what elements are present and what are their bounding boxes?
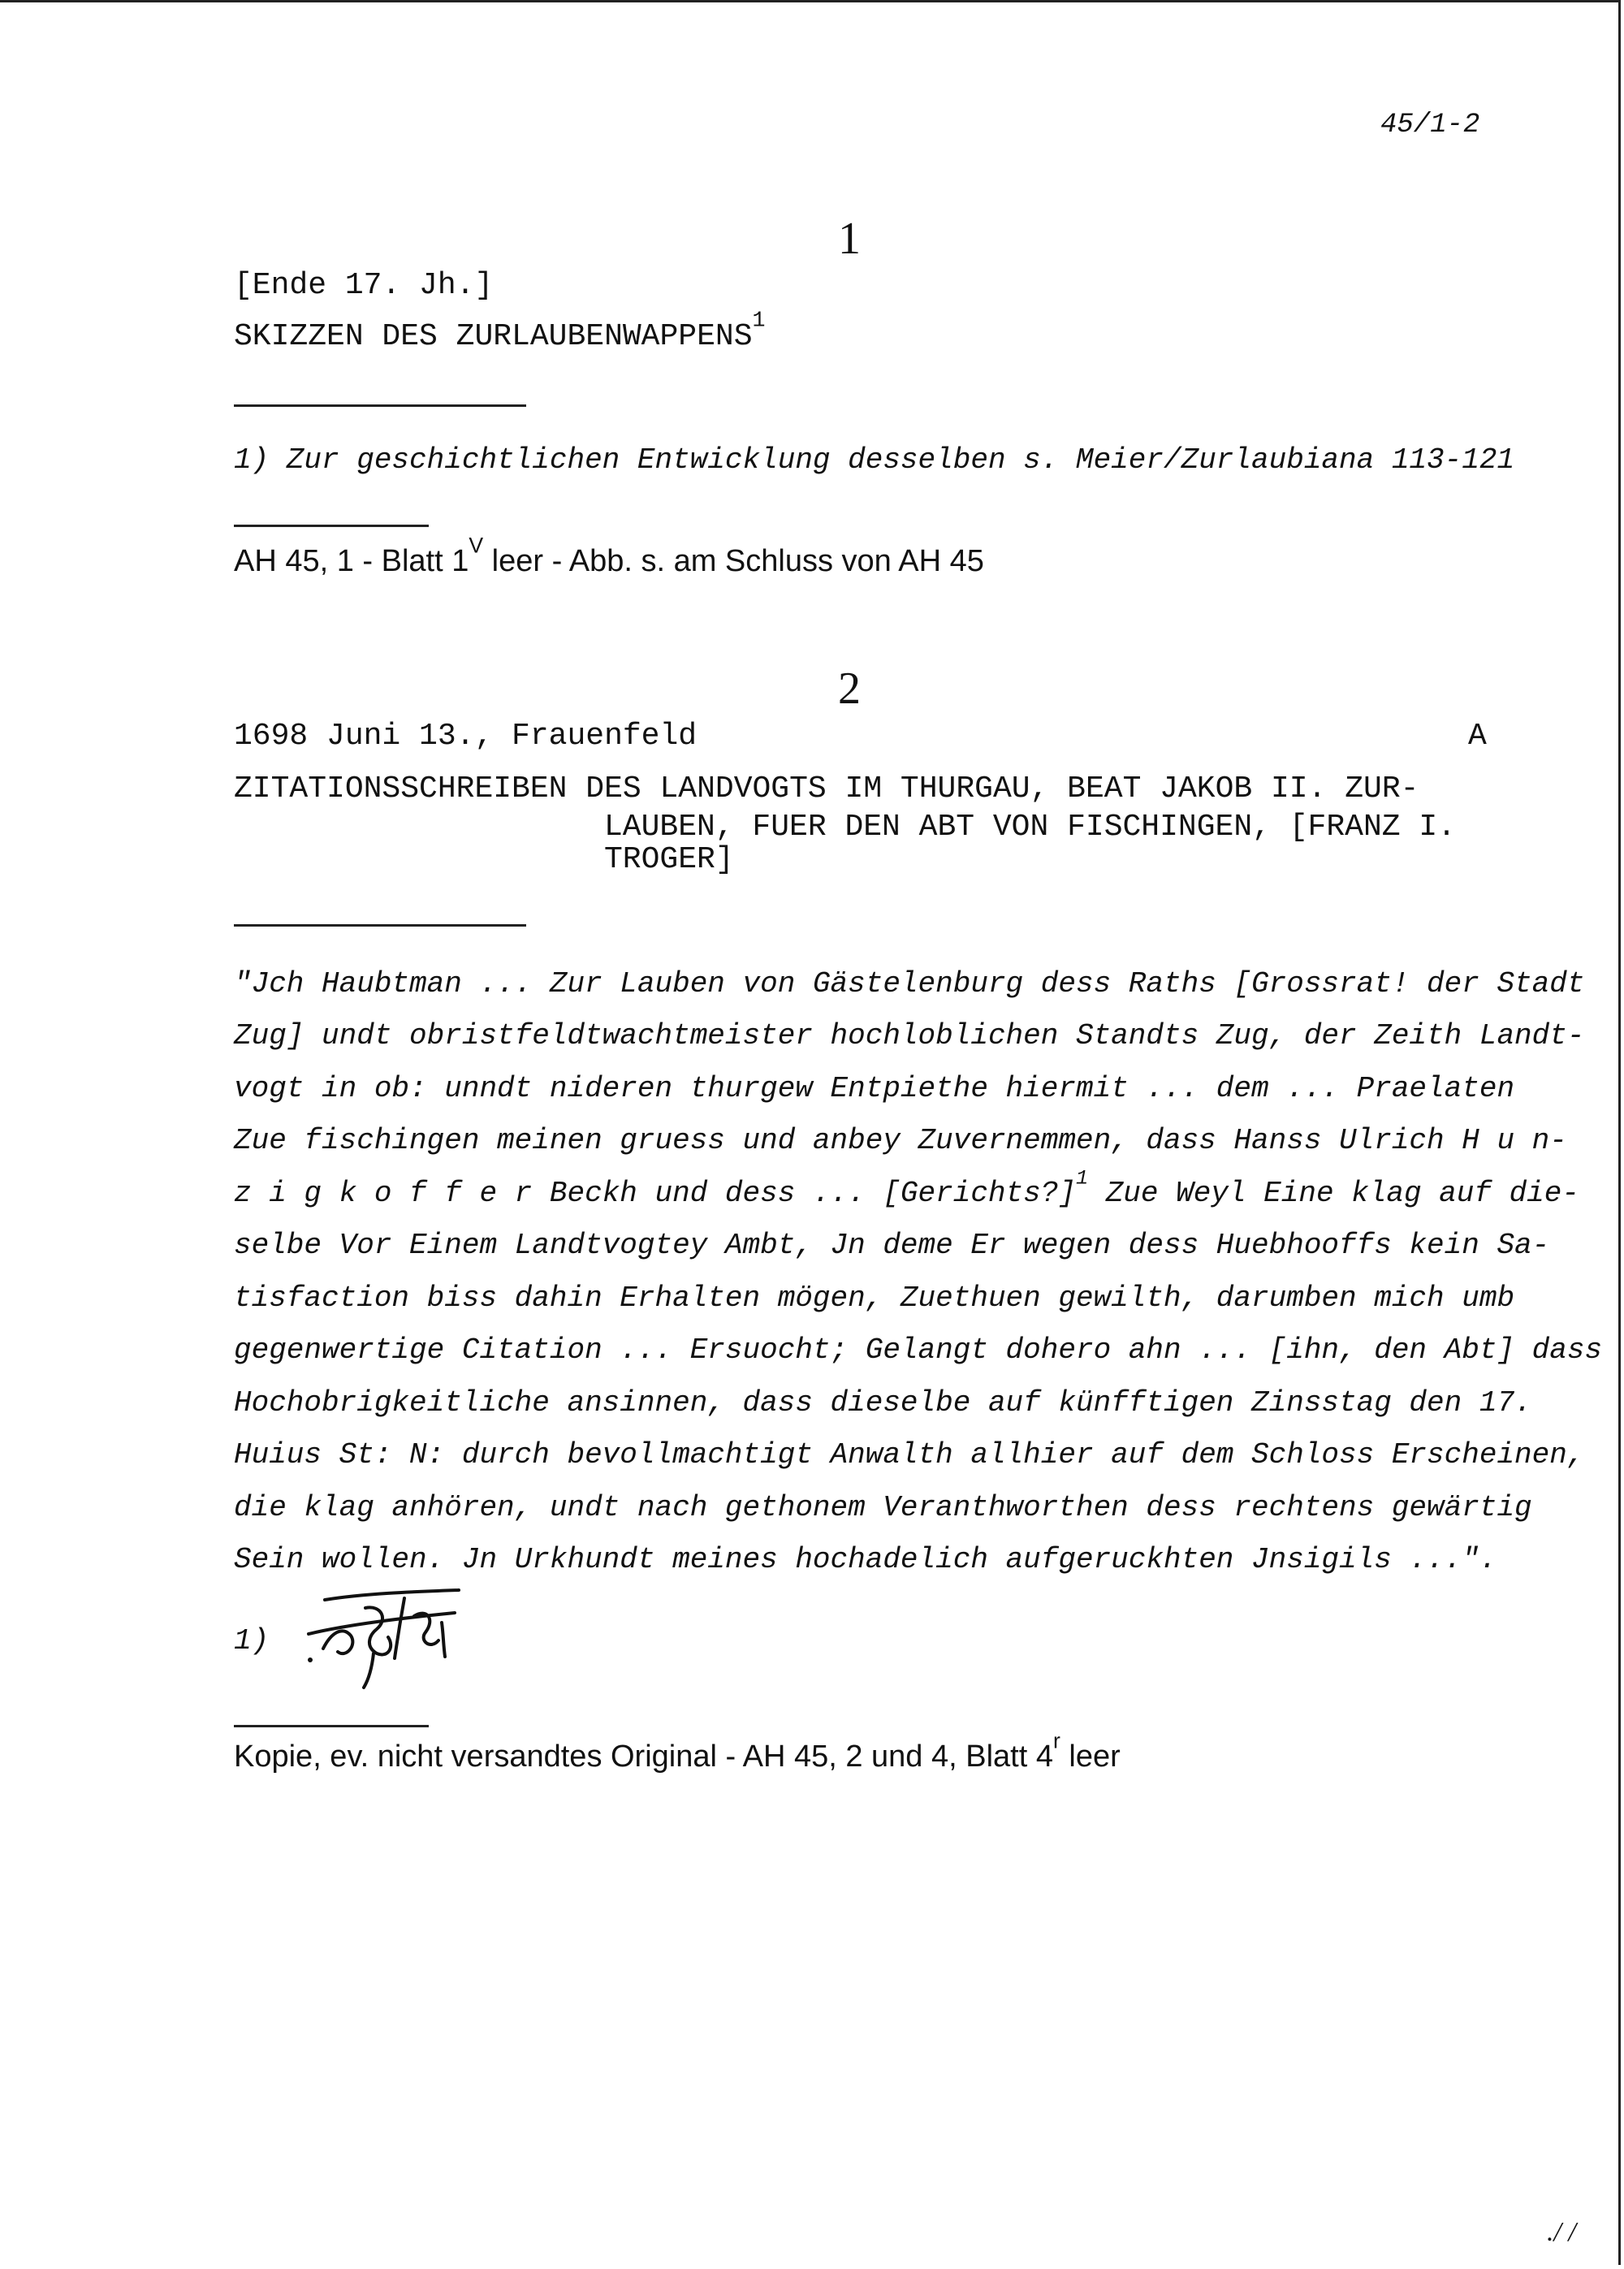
quote-note-ref: 1 xyxy=(1075,1166,1089,1191)
entry-1-source: AH 45, 1 - Blatt $1^V$ leer - Abb. s. am Schluss von AH 45 xyxy=(234,533,984,578)
quote-line: gegenwertige Citation ... Ersuocht; Gelangt dohero ahn ... [ihn, den Abt] dass xyxy=(234,1333,1603,1367)
footnote-rule-1 xyxy=(234,404,526,407)
entry-2-date-place: 1698 Juni 13., Frauenfeld xyxy=(234,719,698,754)
quote-footnote-label: 1) xyxy=(234,1624,270,1657)
entry-2-source: Kopie, ev. nicht versandtes Original - AH 45, 2 und 4, Blatt 4$^r$ leer xyxy=(234,1728,1121,1774)
entry-1-number: 1 xyxy=(838,214,861,264)
entry-1-date: [Ende 17. Jh.] xyxy=(234,268,494,303)
page-reference: 45/1-2 xyxy=(1380,110,1480,140)
corner-mark: ./ / xyxy=(1547,2217,1576,2247)
quote-line: Hochobrigkeitliche ansinnen, dass dieselbe auf künfftigen Zinsstag den 17. xyxy=(234,1386,1532,1420)
quote-line: selbe Vor Einem Landtvogtey Ambt, Jn deme Er wegen dess Huebhooffs kein Sa- xyxy=(234,1229,1550,1262)
entry-2-number: 2 xyxy=(838,663,861,714)
quote-line: z i g k o f f e r Beckh und dess ... [Gerichts?]$^1$ Zue Weyl Eine klag auf die- xyxy=(234,1166,1579,1210)
entry-2-title-line-1: ZITATIONSSCHREIBEN DES LANDVOGTS IM THURGAU, BEAT JAKOB II. ZUR- xyxy=(234,771,1419,806)
quote-rule xyxy=(234,924,526,927)
quote-line: Zue fischingen meinen gruess und anbey Zuvernemmen, dass Hanss Ulrich H u n- xyxy=(234,1124,1567,1157)
quote-line: Zug] undt obristfeldtwachtmeister hochloblichen Standts Zug, der Zeith Landt- xyxy=(234,1019,1585,1052)
entry-1-footnote: 1) Zur geschichtlichen Entwicklung desselben s. Meier/Zurlaubiana 113-121 xyxy=(234,443,1515,477)
source-rule-2 xyxy=(234,1725,429,1727)
quote-line: Huius St: N: durch bevollmachtigt Anwalth allhier auf dem Schloss Erscheinen, xyxy=(234,1438,1585,1472)
quote-line: "Jch Haubtman ... Zur Lauben von Gästelenburg dess Raths [Grossrat! der Stadt xyxy=(234,967,1585,1001)
quote-line: tisfaction biss dahin Erhalten mögen, Zuethuen gewilth, darumben mich umb xyxy=(234,1281,1515,1315)
handwritten-mark xyxy=(292,1584,471,1697)
quote-line: vogt in ob: unndt nideren thurgew Entpiethe hiermit ... dem ... Praelaten xyxy=(234,1072,1515,1105)
entry-2-title-line-2: LAUBEN, FUER DEN ABT VON FISCHINGEN, [FRANZ I. xyxy=(604,810,1456,845)
source-rule-1 xyxy=(234,525,429,527)
entry-2-type-letter: A xyxy=(1468,719,1487,754)
quote-line: die klag anhören, undt nach gethonem Veranthworthen dess rechtens gewärtig xyxy=(234,1491,1532,1524)
quote-line: Sein wollen. Jn Urkhundt meines hochadelich aufgeruckhten Jnsigils ...". xyxy=(234,1543,1497,1576)
entry-2-title-line-3: TROGER] xyxy=(604,842,734,877)
entry-1-title-note-ref: 1 xyxy=(752,308,766,333)
entry-1-title: SKIZZEN DES ZURLAUBENWAPPENS$^1$ xyxy=(234,308,766,354)
